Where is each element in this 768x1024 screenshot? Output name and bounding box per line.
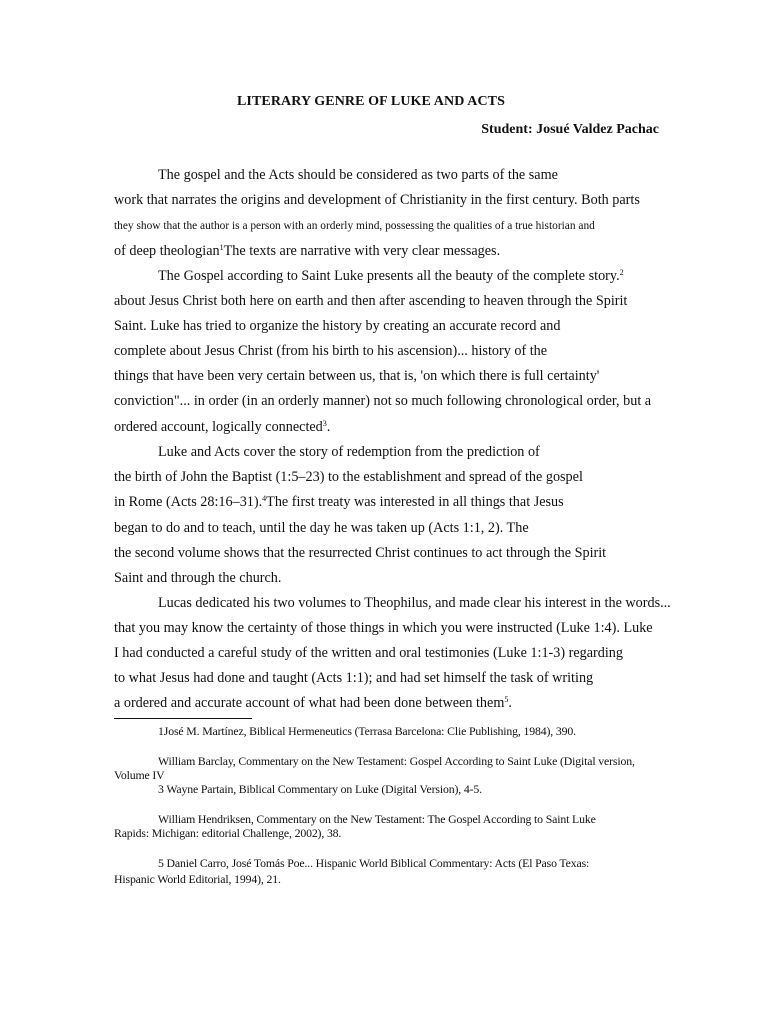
footnote-ref: 1 xyxy=(219,243,224,252)
body-text: The first treaty was interested in all things that Jesus xyxy=(266,494,564,510)
body-line: complete about Jesus Christ (from his birth to his ascension)... history of the xyxy=(114,343,548,359)
student-name: Student: Josué Valdez Pachac xyxy=(481,122,659,137)
footnote-continuation: Rapids: Michigan: editorial Challenge, 2002), 38. xyxy=(114,826,342,840)
body-line: the second volume shows that the resurrected Christ continues to act through the Spirit xyxy=(114,545,607,561)
body-line xyxy=(114,242,500,260)
body-text: in Rome (Acts 28:16–31). xyxy=(114,494,263,510)
body-line xyxy=(114,418,330,436)
body-line: Luke and Acts cover the story of redemption from the prediction of xyxy=(158,444,540,460)
footnote: 5 Daniel Carro, José Tomás Poe... Hispanic World Biblical Commentary: Acts (El Paso Texas: xyxy=(158,856,590,870)
footnote: William Hendriksen, Commentary on the New Testament: The Gospel According to Saint Luke xyxy=(158,812,596,826)
body-line: they show that the author is a person with an orderly mind, possessing the qualities of a true historian and xyxy=(114,220,595,232)
body-line: The gospel and the Acts should be considered as two parts of the same xyxy=(158,167,558,183)
body-text: The Gospel according to Saint Luke presents all the beauty of the complete story. xyxy=(158,268,620,284)
body-text: . xyxy=(326,419,331,435)
body-line: to what Jesus had done and taught (Acts 1:1); and had set himself the task of writing xyxy=(114,670,594,686)
body-line: conviction"... in order (in an orderly manner) not so much following chronological order, but a xyxy=(114,393,652,409)
body-line: work that narrates the origins and development of Christianity in the first century. Both parts xyxy=(114,192,640,208)
body-line: about Jesus Christ both here on earth and then after ascending to heaven through the Spirit xyxy=(114,293,628,309)
body-text: The texts are narrative with very clear messages. xyxy=(223,243,501,259)
body-text: ordered account, logically connected xyxy=(114,419,323,435)
body-text: a ordered and accurate account of what had been done between them xyxy=(114,695,505,711)
footnote: 3 Wayne Partain, Biblical Commentary on Luke (Digital Version), 4-5. xyxy=(158,782,482,796)
footnote-continuation: Hispanic World Editorial, 1994), 21. xyxy=(114,872,281,886)
document-title: LITERARY GENRE OF LUKE AND ACTS xyxy=(236,94,505,109)
footnote-continuation: Volume IV xyxy=(114,768,165,782)
body-line: I had conducted a careful study of the written and oral testimonies (Luke 1:1-3) regarding xyxy=(114,645,623,661)
body-line: Saint. Luke has tried to organize the history by creating an accurate record and xyxy=(114,318,561,334)
footnote: William Barclay, Commentary on the New Testament: Gospel According to Saint Luke (Digital version, xyxy=(158,754,635,768)
body-line xyxy=(158,267,624,285)
body-line: Lucas dedicated his two volumes to Theophilus, and made clear his interest in the words... xyxy=(158,595,671,611)
body-line xyxy=(114,694,512,712)
body-line: Saint and through the church. xyxy=(114,570,282,586)
footnote: 1José M. Martínez, Biblical Hermeneutics (Terrasa Barcelona: Clie Publishing, 1984), 390. xyxy=(158,724,576,738)
body-line: the birth of John the Baptist (1:5–23) to the establishment and spread of the gospel xyxy=(114,469,583,485)
body-line xyxy=(114,493,564,511)
body-text: of deep theologian xyxy=(114,243,220,259)
footnote-ref: 3 xyxy=(322,419,327,428)
body-text: . xyxy=(508,695,512,711)
footnote-ref: 4 xyxy=(262,494,267,503)
footnote-separator xyxy=(114,718,252,719)
body-line: began to do and to teach, until the day he was taken up (Acts 1:1, 2). The xyxy=(114,520,529,536)
body-line: things that have been very certain between us, that is, 'on which there is full certainty' xyxy=(114,368,600,384)
footnote-ref: 2 xyxy=(619,268,624,277)
footnote-ref: 5 xyxy=(504,695,509,704)
body-line: that you may know the certainty of those things in which you were instructed (Luke 1:4). Luke xyxy=(114,620,653,636)
